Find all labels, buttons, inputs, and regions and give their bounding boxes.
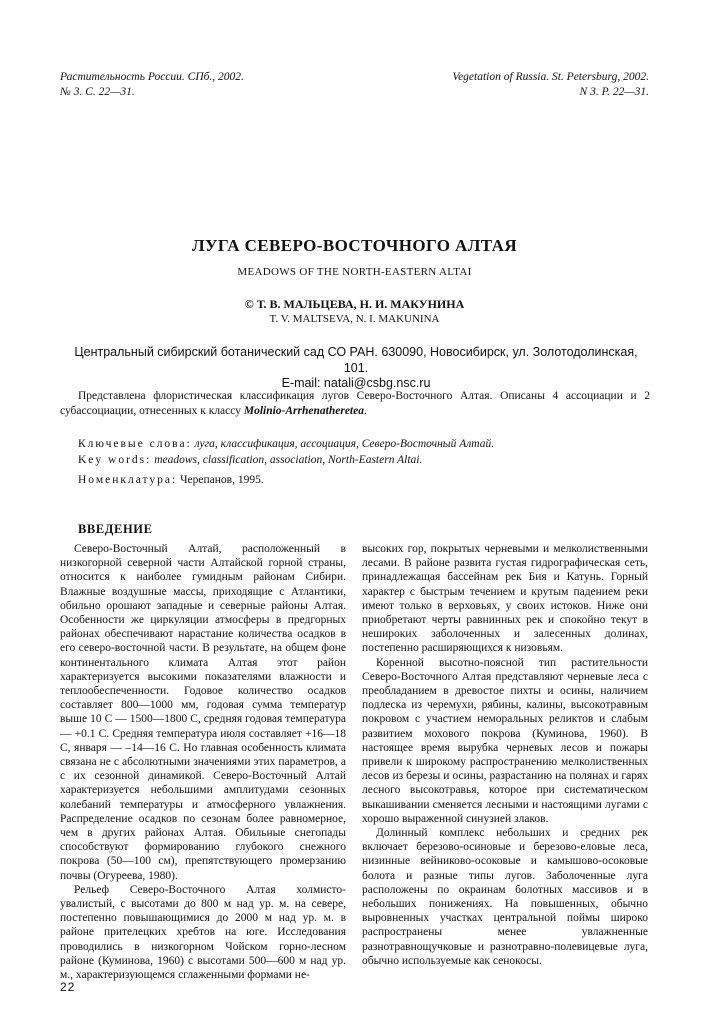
abstract [60, 389, 650, 419]
issue-pages-en: N 3. P. 22—31. [579, 85, 649, 98]
authors-en: T. V. MALTSEVA, N. I. MAKUNINA [269, 313, 440, 325]
keywords-ru-value: луга, классификация, ассоциация, Северо-Восточный Алтай. [191, 438, 495, 450]
journal-citation-ru: Растительность России. СПб., 2002. [60, 71, 244, 83]
keywords-en [78, 453, 650, 468]
page-number: 22 [60, 980, 76, 994]
paragraph: Коренной высотно-поясной тип растительности Северо-Восточного Алтая представляют черневые леса с преобладанием в древостое пихты и осины, наличием подлеска из черемухи, рябины, калины, высокотравным покровом с участием неморальных реликтов и слабым развитием мохового покрова (Куминова, 1960). В настоящее время вырубка черневых лесов и пожары привели к широкому распространению мелколиственных лесов из березы и осины, разрастанию на полянах и гарях лесного высокотравья, которое при систематическом выкашивании сменяется лесными и настоящими лугами с хорошо выраженной синузией злаков. [362, 656, 648, 825]
affiliation-block [62, 345, 650, 392]
article-title: ЛУГА СЕВЕРО-ВОСТОЧНОГО АЛТАЯ [191, 236, 518, 255]
section-heading: ВВЕДЕНИЕ [78, 522, 153, 536]
keywords-en-label: Key words: [78, 454, 152, 466]
paragraph: Северо-Восточный Алтай, расположенный в низкогорной северной части Алтайской горной страны, относится к наиболее гумидным районам Сибири. Влажные воздушные массы, приходящие с Атлантики, обильно орошают западные и северные районы Алтая. Особенности же циркуляции атмосферы в предгорных районах обеспечивают нарастание количества осадков в его северо-восточной части. В результате, на общем фоне континентального климата Алтая этот район характеризуется высокими показателями влажности и теплообеспеченности. Годовое количество осадков составляет 800—1000 мм, годовая сумма температур выше 10 С — 1500—1800 С, средняя годовая температура — +0.1 С. Средняя температура июля составляет +16—18 С, января — –14—16 С. Но главная особенность климата связана не с абсолютными значениями этих параметров, а с их сезонной динамикой. Северо-Восточный Алтай характеризуется небольшими амплитудами сезонных колебаний температуры и атмосферного увлажнения. Распределение осадков по сезонам более равномерное, чем в других районах Алтая. Обильные снегопады способствуют формированию глубокого снежного покрова (50—100 см), препятствующего промерзанию почвы (Огуреева, 1980). [60, 543, 346, 882]
keywords-ru-label: Ключевые слова: [78, 438, 192, 450]
nomenclature [78, 473, 650, 488]
nomenclature-label: Номенклатура: [78, 474, 178, 486]
issue-pages-ru: № 3. С. 22—31. [60, 85, 135, 98]
body-column-right [362, 542, 648, 968]
article-subtitle-en: MEADOWS OF THE NORTH-EASTERN ALTAI [237, 266, 472, 278]
abstract-text: Представлена флористическая классификация лугов Северо-Восточного Алтая. Описаны 4 ассоциации и 2 субассоциации, отнесенных к классу [60, 390, 650, 417]
body-column-left [60, 542, 346, 982]
paragraph: Рельеф Северо-Восточного Алтая холмисто-увалистый, с высотами до 800 м над ур. м. на севере, постепенно повышающимися до 2000 м над ур. м. в районе прителецких хребтов на юге. Исследования проводились в низкогорном Чойском горно-лесном районе (Куминова, 1960) с высотами 500—600 м над ур. м., характеризующемся сглаженными формами не- [60, 883, 346, 982]
journal-citation-en: Vegetation of Russia. St. Petersburg, 2002. [452, 71, 649, 83]
keywords-en-value: meadows, classification, association, North-Eastern Altai. [151, 454, 423, 466]
running-header-left [60, 70, 244, 99]
affiliation-address: Центральный сибирский ботанический сад СО РАН. 630090, Новосибирск, ул. Золотодолинская, 101. [74, 345, 638, 375]
author-email: E-mail: natali@csbg.nsc.ru [281, 376, 431, 390]
paragraph: высоких гор, покрытых черневыми и мелколиственными лесами. В районе развита густая гидрографическая сеть, принадлежащая бассейнам рек Бия и Катунь. Горный характер с быстрым течением и крутым падением реки имеют только в верховьях, у своих истоков. Ниже они приобретают черты равнинных рек и спокойно текут в неширокиx заболоченных и залесенных долинах, постепенно расширяющихся к низовьям. [362, 543, 648, 655]
running-header-right [452, 70, 649, 99]
abstract-end: . [363, 405, 367, 417]
keywords-ru [78, 437, 650, 452]
abstract-class-name: Molinio-Arrhenatheretea [243, 405, 364, 417]
authors-ru: © Т. В. МАЛЬЦЕВА, Н. И. МАКУНИНА [244, 297, 465, 311]
paragraph: Долинный комплекс небольших и средних рек включает березово-осиновые и березово-еловые леса, низинные вейниково-осоковые и камышово-осоковые болота и разные типы лугов. Заболоченные луга расположены по окраинам болотных массивов и в небольших понижениях. На повышенных, обычно выровненных участках центральной поймы широко распространены менее увлажненные разнотравнощучковые и разнотравно-полевицевые луга, обычно используемые как сенокосы. [362, 827, 648, 967]
nomenclature-value: Черепанов, 1995. [177, 474, 264, 486]
